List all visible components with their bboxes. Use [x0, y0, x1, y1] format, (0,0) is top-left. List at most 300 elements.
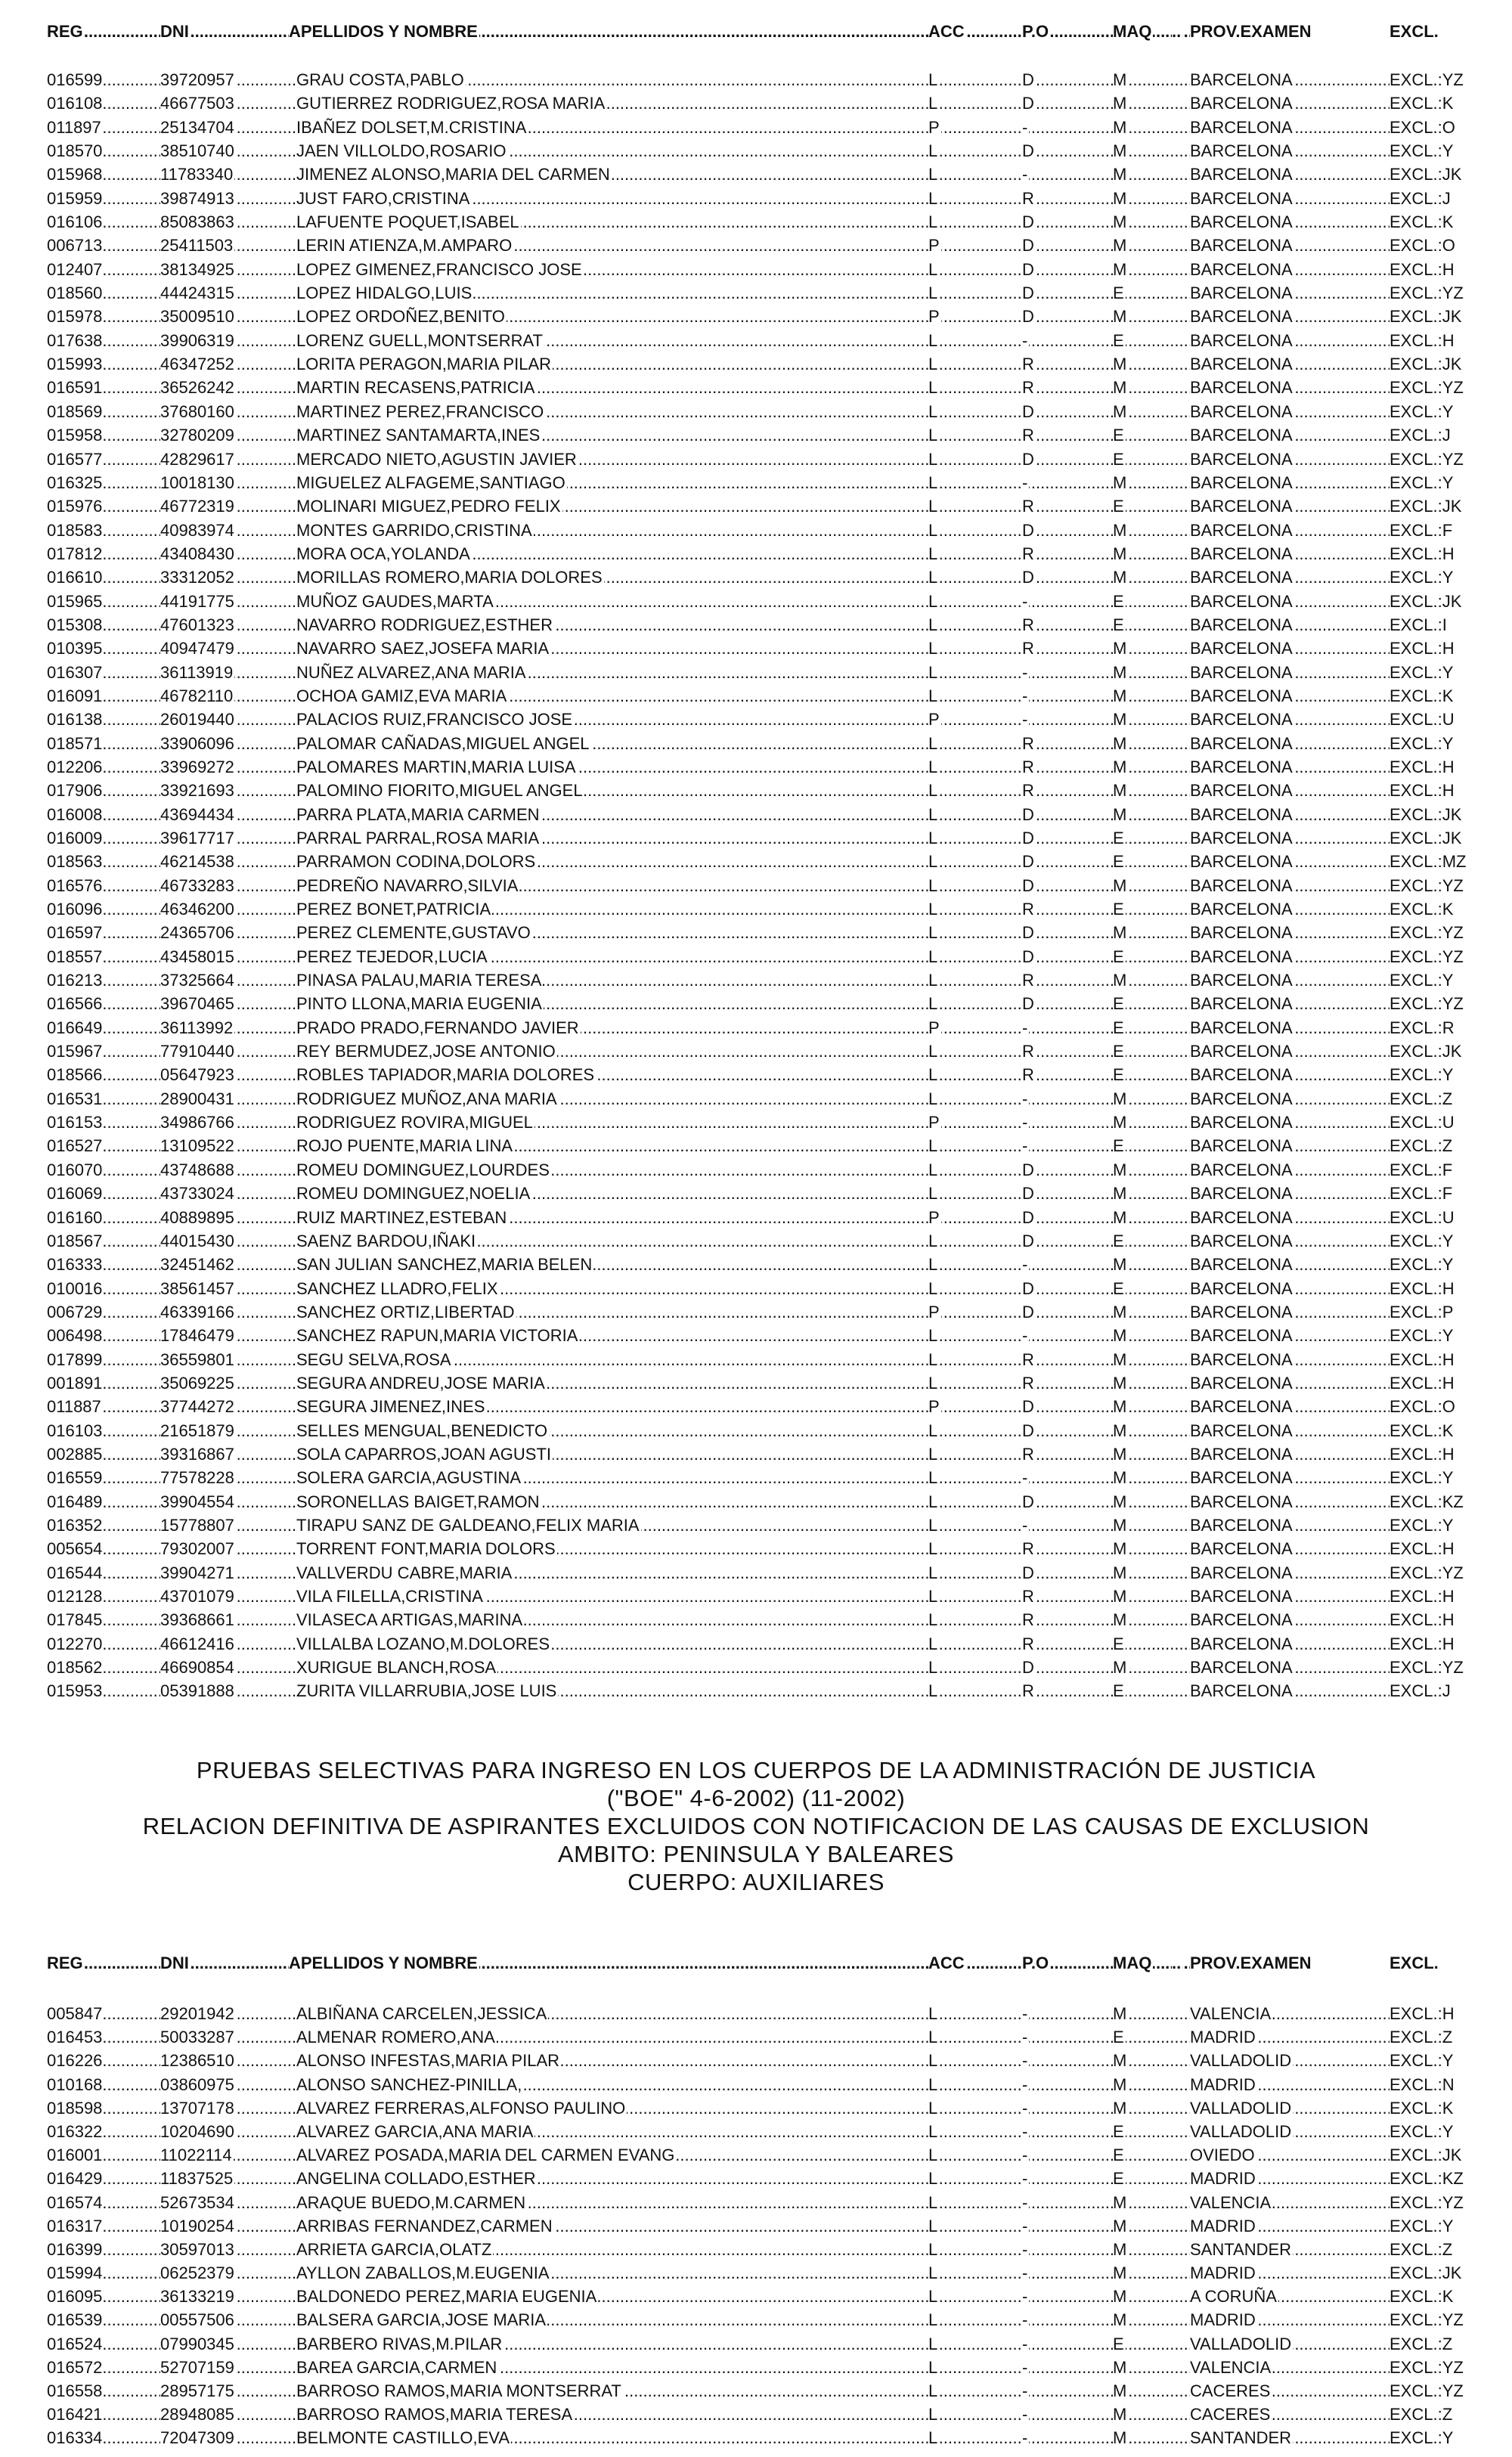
cell-prov: BARCELONA — [1190, 1561, 1294, 1585]
cell-po: - — [1022, 2191, 1029, 2214]
cell-acc: L — [928, 1371, 939, 1395]
title-line-4: AMBITO: PENINSULA Y BALEARES — [558, 1841, 954, 1867]
cell-po: D — [1022, 1300, 1036, 1324]
cell-name: NAVARRO SAEZ,JOSEFA MARIA — [296, 637, 550, 660]
cell-prov: BARCELONA — [1190, 779, 1294, 802]
cell-prov: BARCELONA — [1190, 352, 1294, 376]
cell-acc: L — [928, 755, 939, 779]
cell-acc: P — [928, 1016, 941, 1040]
table-row — [47, 68, 1498, 91]
cell-reg: 010395 — [47, 637, 104, 660]
table-row — [47, 1253, 1498, 1276]
cell-dni: 32780209 — [160, 423, 236, 447]
cell-maq: E — [1113, 613, 1126, 637]
cell-po: R — [1022, 1040, 1036, 1063]
cell-acc: L — [928, 1537, 939, 1560]
cell-excl: EXCL.:H — [1390, 1277, 1456, 1300]
cell-acc: L — [928, 2379, 939, 2403]
cell-po: - — [1022, 2356, 1029, 2379]
cell-maq: M — [1113, 2002, 1128, 2025]
header-acc: ACC — [928, 20, 966, 44]
dot-leader — [47, 779, 1390, 802]
cell-acc: L — [928, 329, 939, 352]
cell-acc: L — [928, 779, 939, 802]
cell-name: PEDREÑO NAVARRO,SILVIA — [296, 874, 519, 897]
cell-acc: L — [928, 1466, 939, 1489]
cell-dni: 52707159 — [160, 2356, 236, 2379]
cell-maq: E — [1113, 1134, 1126, 1157]
dot-leader — [47, 1490, 1390, 1514]
cell-name: ALVAREZ FERRERAS,ALFONSO PAULINO — [296, 2096, 627, 2120]
cell-dni: 52673534 — [160, 2191, 236, 2214]
cell-prov: BARCELONA — [1190, 1490, 1294, 1514]
cell-excl: EXCL.:R — [1390, 1016, 1456, 1040]
cell-name: PALACIOS RUIZ,FRANCISCO JOSE — [296, 708, 574, 731]
dot-leader — [47, 2049, 1390, 2072]
cell-maq: M — [1113, 1656, 1128, 1679]
cell-maq: E — [1113, 281, 1126, 305]
cell-maq: E — [1113, 850, 1126, 873]
cell-reg: 011897 — [47, 116, 103, 139]
cell-reg: 018557 — [47, 945, 104, 968]
dot-leader — [47, 992, 1390, 1015]
cell-excl: EXCL.:H — [1390, 258, 1456, 281]
cell-name: PALOMARES MARTIN,MARIA LUISA — [296, 755, 578, 779]
cell-excl: EXCL.:K — [1390, 684, 1455, 708]
cell-dni: 77578228 — [160, 1466, 236, 1489]
cell-prov: VALLADOLID — [1190, 2096, 1293, 2120]
cell-maq: M — [1113, 163, 1128, 186]
cell-maq: M — [1113, 210, 1128, 234]
cell-po: - — [1022, 684, 1029, 708]
cell-excl: EXCL.:YZ — [1390, 2308, 1465, 2332]
cell-acc: L — [928, 1514, 939, 1537]
cell-reg: 018562 — [47, 1656, 104, 1679]
cell-po: D — [1022, 68, 1036, 91]
cell-name: MUÑOZ GAUDES,MARTA — [296, 590, 495, 613]
cell-acc: L — [928, 2356, 939, 2379]
cell-maq: E — [1113, 448, 1126, 471]
cell-po: - — [1022, 2049, 1029, 2072]
cell-maq: M — [1113, 187, 1128, 210]
cell-reg: 002885 — [47, 1442, 104, 1466]
dot-leader — [47, 826, 1390, 850]
cell-acc: P — [928, 1111, 941, 1134]
dot-leader — [47, 968, 1390, 992]
cell-po: D — [1022, 850, 1036, 873]
cell-prov: MADRID — [1190, 2261, 1257, 2285]
cell-po: - — [1022, 1253, 1029, 1276]
table-row — [47, 2332, 1498, 2356]
cell-prov: BARCELONA — [1190, 1206, 1294, 1229]
cell-excl: EXCL.:J — [1390, 187, 1452, 210]
cell-dni: 46772319 — [160, 494, 236, 518]
cell-name: IBAÑEZ DOLSET,M.CRISTINA — [296, 116, 528, 139]
cell-reg: 016610 — [47, 565, 104, 589]
table-row — [47, 613, 1498, 637]
cell-excl: EXCL.:Z — [1390, 1087, 1454, 1111]
table-row — [47, 234, 1498, 257]
cell-po: R — [1022, 352, 1036, 376]
cell-dni: 39904554 — [160, 1490, 236, 1514]
cell-maq: E — [1113, 1632, 1126, 1656]
cell-excl: EXCL.:H — [1390, 1348, 1456, 1371]
cell-maq: M — [1113, 1466, 1128, 1489]
cell-dni: 46733283 — [160, 874, 236, 897]
cell-acc: L — [928, 1632, 939, 1656]
cell-reg: 016559 — [47, 1466, 104, 1489]
cell-dni: 36113919 — [160, 661, 234, 684]
cell-name: ARRIBAS FERNANDEZ,CARMEN — [296, 2214, 554, 2238]
cell-prov: SANTANDER — [1190, 2238, 1293, 2261]
cell-dni: 40983974 — [160, 519, 236, 542]
cell-name: PEREZ TEJEDOR,LUCIA — [296, 945, 489, 968]
dot-leader — [47, 2143, 1390, 2167]
cell-name: LOPEZ HIDALGO,LUIS — [296, 281, 473, 305]
cell-reg: 015308 — [47, 613, 104, 637]
cell-excl: EXCL.:Z — [1390, 2403, 1454, 2426]
cell-excl: EXCL.:J — [1390, 423, 1452, 447]
cell-prov: BARCELONA — [1190, 565, 1294, 589]
cell-excl: EXCL.:H — [1390, 1442, 1456, 1466]
cell-excl: EXCL.:Z — [1390, 2025, 1454, 2049]
cell-name: JAEN VILLOLDO,ROSARIO — [296, 139, 508, 163]
cell-maq: M — [1113, 91, 1128, 115]
cell-excl: EXCL.:H — [1390, 1585, 1456, 1608]
cell-reg: 015959 — [47, 187, 104, 210]
cell-reg: 018566 — [47, 1063, 104, 1086]
table-row — [47, 2238, 1498, 2261]
cell-acc: L — [928, 732, 939, 755]
cell-maq: M — [1113, 2096, 1128, 2120]
cell-dni: 32451462 — [160, 1253, 236, 1276]
cell-acc: L — [928, 1182, 939, 1205]
cell-excl: EXCL.:YZ — [1390, 68, 1465, 91]
cell-acc: L — [928, 1134, 939, 1157]
cell-prov: BARCELONA — [1190, 1395, 1294, 1418]
dot-leader — [47, 1206, 1390, 1229]
cell-acc: L — [928, 684, 939, 708]
cell-excl: EXCL.:Y — [1390, 1229, 1455, 1253]
cell-excl: EXCL.:JK — [1390, 163, 1463, 186]
cell-po: D — [1022, 1277, 1036, 1300]
dot-leader — [47, 1134, 1390, 1157]
cell-name: PARRAMON CODINA,DOLORS — [296, 850, 537, 873]
cell-name: JIMENEZ ALONSO,MARIA DEL CARMEN — [296, 163, 612, 186]
cell-acc: L — [928, 2285, 939, 2308]
cell-maq: M — [1113, 661, 1128, 684]
cell-excl: EXCL.:H — [1390, 1537, 1456, 1560]
cell-maq: M — [1113, 565, 1128, 589]
dot-leader — [47, 1016, 1390, 1040]
cell-prov: BARCELONA — [1190, 1537, 1294, 1560]
dot-leader — [47, 258, 1390, 281]
cell-reg: 016544 — [47, 1561, 104, 1585]
table-row — [47, 1324, 1498, 1347]
cell-reg: 016572 — [47, 2356, 104, 2379]
cell-po: - — [1022, 329, 1029, 352]
title-line-2: ("BOE" 4-6-2002) (11-2002) — [606, 1785, 906, 1811]
dot-leader — [47, 732, 1390, 755]
cell-prov: BARCELONA — [1190, 755, 1294, 779]
cell-dni: 39670465 — [160, 992, 236, 1015]
cell-po: D — [1022, 1182, 1036, 1205]
cell-name: PRADO PRADO,FERNANDO JAVIER — [296, 1016, 581, 1040]
cell-maq: M — [1113, 2191, 1128, 2214]
cell-maq: M — [1113, 1371, 1128, 1395]
cell-dni: 42829617 — [160, 448, 236, 471]
table-row — [47, 2096, 1498, 2120]
dot-leader — [47, 1348, 1390, 1371]
cell-po: R — [1022, 542, 1036, 565]
cell-acc: L — [928, 139, 939, 163]
cell-prov: VALLADOLID — [1190, 2120, 1293, 2143]
cell-acc: L — [928, 376, 939, 399]
cell-name: JUST FARO,CRISTINA — [296, 187, 471, 210]
cell-acc: L — [928, 1253, 939, 1276]
cell-maq: M — [1113, 1585, 1128, 1608]
cell-po: - — [1022, 1111, 1029, 1134]
cell-acc: P — [928, 1300, 941, 1324]
cell-reg: 016576 — [47, 874, 104, 897]
cell-acc: L — [928, 210, 939, 234]
cell-excl: EXCL.:Y — [1390, 2214, 1455, 2238]
cell-po: D — [1022, 1656, 1036, 1679]
dot-leader — [47, 234, 1390, 257]
cell-prov: BARCELONA — [1190, 590, 1294, 613]
cell-maq: M — [1113, 874, 1128, 897]
excluded-list-2 — [47, 2002, 1498, 2450]
header-reg: REG — [47, 20, 85, 44]
cell-acc: L — [928, 637, 939, 660]
cell-acc: L — [928, 590, 939, 613]
cell-dni: 40889895 — [160, 1206, 236, 1229]
cell-excl: EXCL.:H — [1390, 329, 1456, 352]
cell-po: - — [1022, 1466, 1029, 1489]
cell-acc: L — [928, 1087, 939, 1111]
table-row — [47, 755, 1498, 779]
cell-po: - — [1022, 661, 1029, 684]
cell-maq: M — [1113, 116, 1128, 139]
cell-reg: 015958 — [47, 423, 104, 447]
cell-maq: M — [1113, 755, 1128, 779]
cell-acc: P — [928, 1206, 941, 1229]
cell-po: D — [1022, 826, 1036, 850]
table-row — [47, 1656, 1498, 1679]
cell-acc: L — [928, 2191, 939, 2214]
cell-reg: 016106 — [47, 210, 104, 234]
cell-acc: L — [928, 187, 939, 210]
cell-maq: M — [1113, 139, 1128, 163]
cell-maq: E — [1113, 897, 1126, 921]
cell-maq: M — [1113, 2238, 1128, 2261]
table-row — [47, 376, 1498, 399]
cell-po: R — [1022, 1585, 1036, 1608]
cell-name: ZURITA VILLARRUBIA,JOSE LUIS — [296, 1679, 558, 1703]
cell-name: MORILLAS ROMERO,MARIA DOLORES — [296, 565, 604, 589]
cell-prov: BARCELONA — [1190, 968, 1294, 992]
cell-acc: L — [928, 352, 939, 376]
cell-name: VILASECA ARTIGAS,MARINA — [296, 1608, 524, 1631]
cell-dni: 79302007 — [160, 1537, 236, 1560]
table-row — [47, 684, 1498, 708]
cell-maq: E — [1113, 2120, 1126, 2143]
cell-reg: 018569 — [47, 400, 104, 423]
cell-po: - — [1022, 1324, 1029, 1347]
cell-dni: 77910440 — [160, 1040, 236, 1063]
cell-reg: 016524 — [47, 2332, 104, 2356]
cell-acc: L — [928, 2261, 939, 2285]
table-row — [47, 897, 1498, 921]
cell-prov: BARCELONA — [1190, 1063, 1294, 1086]
cell-po: D — [1022, 992, 1036, 1015]
cell-dni: 13109522 — [160, 1134, 236, 1157]
cell-prov: BARCELONA — [1190, 1442, 1294, 1466]
table-row — [47, 471, 1498, 494]
cell-prov: MADRID — [1190, 2025, 1257, 2049]
cell-dni: 35009510 — [160, 305, 236, 328]
cell-prov: BARCELONA — [1190, 661, 1294, 684]
cell-excl: EXCL.:H — [1390, 542, 1456, 565]
cell-reg: 012270 — [47, 1632, 104, 1656]
cell-excl: EXCL.:I — [1390, 613, 1448, 637]
cell-reg: 015968 — [47, 163, 104, 186]
dot-leader — [47, 2403, 1390, 2426]
column-header-1 — [47, 20, 1498, 44]
cell-dni: 50033287 — [160, 2025, 236, 2049]
cell-prov: BARCELONA — [1190, 1087, 1294, 1111]
cell-maq: M — [1113, 1182, 1128, 1205]
table-row — [47, 945, 1498, 968]
header-prov: PROV.EXAMEN — [1190, 20, 1313, 44]
cell-reg: 016213 — [47, 968, 104, 992]
header-sep: .. — [1172, 1951, 1182, 1975]
table-row — [47, 1632, 1498, 1656]
cell-reg: 016577 — [47, 448, 104, 471]
cell-reg: 015953 — [47, 1679, 104, 1703]
cell-maq: M — [1113, 2403, 1128, 2426]
cell-reg: 016103 — [47, 1419, 104, 1442]
cell-dni: 46782110 — [160, 684, 234, 708]
cell-prov: BARCELONA — [1190, 1608, 1294, 1631]
cell-excl: EXCL.:K — [1390, 2285, 1455, 2308]
cell-dni: 43748688 — [160, 1158, 236, 1182]
dot-leader — [47, 2379, 1390, 2403]
cell-dni: 39904271 — [160, 1561, 236, 1585]
cell-name: PINASA PALAU,MARIA TERESA — [296, 968, 543, 992]
cell-reg: 018598 — [47, 2096, 104, 2120]
table-row — [47, 1111, 1498, 1134]
cell-name: LOPEZ ORDOÑEZ,BENITO — [296, 305, 507, 328]
cell-reg: 015978 — [47, 305, 104, 328]
cell-acc: L — [928, 968, 939, 992]
cell-excl: EXCL.:YZ — [1390, 1656, 1465, 1679]
cell-excl: EXCL.:YZ — [1390, 992, 1465, 1015]
cell-reg: 001891 — [47, 1371, 104, 1395]
cell-name: NUÑEZ ALVAREZ,ANA MARIA — [296, 661, 528, 684]
cell-dni: 11022114 — [160, 2143, 234, 2167]
table-row — [47, 210, 1498, 234]
cell-prov: BARCELONA — [1190, 1632, 1294, 1656]
header-name: APELLIDOS Y NOMBRE — [289, 20, 479, 44]
table-row — [47, 637, 1498, 660]
table-row — [47, 258, 1498, 281]
cell-maq: M — [1113, 1608, 1128, 1631]
cell-reg: 016069 — [47, 1182, 104, 1205]
cell-prov: BARCELONA — [1190, 992, 1294, 1015]
dot-leader — [47, 2308, 1390, 2332]
cell-dni: 28900431 — [160, 1087, 236, 1111]
cell-name: VILA FILELLA,CRISTINA — [296, 1585, 485, 1608]
cell-dni: 46346200 — [160, 897, 236, 921]
cell-acc: L — [928, 542, 939, 565]
cell-po: - — [1022, 2261, 1029, 2285]
table-row — [47, 519, 1498, 542]
cell-excl: EXCL.:Y — [1390, 1466, 1455, 1489]
table-row — [47, 874, 1498, 897]
cell-excl: EXCL.:H — [1390, 1608, 1456, 1631]
cell-name: AYLLON ZABALLOS,M.EUGENIA — [296, 2261, 551, 2285]
cell-name: PEREZ BONET,PATRICIA — [296, 897, 492, 921]
table-row — [47, 590, 1498, 613]
cell-excl: EXCL.:Y — [1390, 661, 1455, 684]
dot-leader — [47, 68, 1390, 91]
cell-reg: 015993 — [47, 352, 104, 376]
cell-reg: 016399 — [47, 2238, 104, 2261]
cell-excl: EXCL.:YZ — [1390, 874, 1465, 897]
cell-name: MERCADO NIETO,AGUSTIN JAVIER — [296, 448, 578, 471]
table-row — [47, 1348, 1498, 1371]
cell-prov: BARCELONA — [1190, 210, 1294, 234]
cell-po: R — [1022, 968, 1036, 992]
header-po: P.O — [1022, 20, 1050, 44]
cell-po: - — [1022, 2285, 1029, 2308]
cell-name: ALMENAR ROMERO,ANA — [296, 2025, 497, 2049]
cell-po: R — [1022, 779, 1036, 802]
cell-excl: EXCL.:O — [1390, 234, 1457, 257]
cell-name: SAN JULIAN SANCHEZ,MARIA BELEN — [296, 1253, 593, 1276]
table-row — [47, 1514, 1498, 1537]
cell-excl: EXCL.:H — [1390, 755, 1456, 779]
table-row — [47, 2120, 1498, 2143]
dot-leader — [47, 2025, 1390, 2049]
dot-leader — [47, 755, 1390, 779]
cell-acc: L — [928, 68, 939, 91]
dot-leader — [47, 210, 1390, 234]
cell-acc: L — [928, 2332, 939, 2356]
table-row — [47, 850, 1498, 873]
cell-dni: 29201942 — [160, 2002, 236, 2025]
table-row — [47, 2379, 1498, 2403]
cell-dni: 33969272 — [160, 755, 236, 779]
table-row — [47, 1395, 1498, 1418]
cell-acc: P — [928, 305, 941, 328]
cell-maq: M — [1113, 2426, 1128, 2449]
dot-leader — [47, 1158, 1390, 1182]
cell-po: R — [1022, 755, 1036, 779]
cell-prov: BARCELONA — [1190, 613, 1294, 637]
cell-po: D — [1022, 803, 1036, 826]
cell-dni: 39316867 — [160, 1442, 236, 1466]
cell-excl: EXCL.:JK — [1390, 590, 1463, 613]
cell-acc: L — [928, 2120, 939, 2143]
dot-leader — [47, 2261, 1390, 2285]
cell-name: ANGELINA COLLADO,ESTHER — [296, 2167, 538, 2190]
dot-leader — [47, 1371, 1390, 1395]
cell-reg: 016566 — [47, 992, 104, 1015]
cell-excl: EXCL.:JK — [1390, 305, 1463, 328]
table-row — [47, 305, 1498, 328]
